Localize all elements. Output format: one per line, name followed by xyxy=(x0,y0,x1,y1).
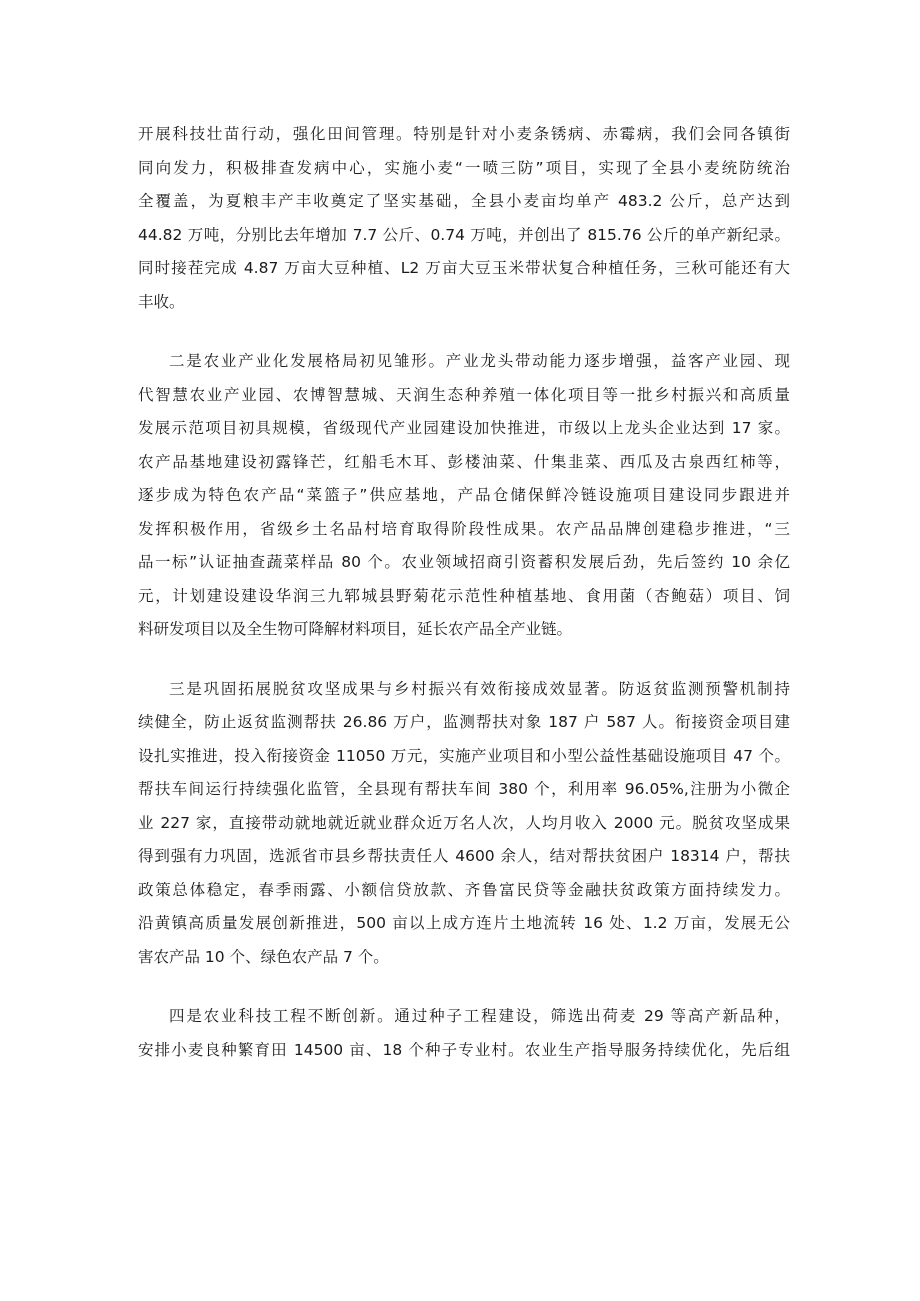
text-line: 设扎实推进，投入衔接资金 11050 万元，实施产业项目和小型公益性基础设施项目 47 个。 xyxy=(138,746,790,765)
text-line: 得到强有力巩固，选派省市县乡帮扶责任人 4600 余人，结对帮扶贫困户 18314 户，帮扶 xyxy=(138,847,790,865)
text-line: 同时接茬完成 4.87 万亩大豆种植、L2 万亩大豆玉米带状复合种植任务，三秋可能还有大 xyxy=(138,259,790,277)
paragraph-agri-technology xyxy=(138,1000,790,1067)
text-line: 全覆盖，为夏粮丰产丰收奠定了坚实基础，全县小麦亩均单产 483.2 公斤，总产达到 xyxy=(138,192,790,210)
text-line: 开展科技壮苗行动，强化田间管理。特别是针对小麦条锈病、赤霉病，我们会同各镇街 xyxy=(138,125,790,143)
text-line: 逐步成为特色农产品“菜篮子”供应基地，产品仓储保鲜冷链设施项目建设同步跟进并 xyxy=(138,486,790,504)
text-line: 四是农业科技工程不断创新。通过种子工程建设，筛选出荷麦 29 等高产新品种， xyxy=(169,1007,790,1025)
text-line: 农产品基地建设初露锋芒，红船毛木耳、彭楼油菜、什集韭菜、西瓜及古泉西红柿等， xyxy=(138,452,790,471)
text-line: 代智慧农业产业园、农博智慧城、天润生态种养殖一体化项目等一批乡村振兴和高质量 xyxy=(138,385,790,404)
text-line: 害农产品 10 个、绿色农产品 7 个。 xyxy=(138,947,389,966)
text-line: 品一标”认证抽查蔬菜样品 80 个。农业领域招商引资蓄积发展后劲，先后签约 10 余亿 xyxy=(138,553,790,571)
text-line: 元，计划建设建设华润三九郓城县野菊花示范性种植基地、食用菌（杏鲍菇）项目、饲 xyxy=(138,586,790,605)
text-line: 二是农业产业化发展格局初见雏形。产业龙头带动能力逐步增强，益客产业园、现 xyxy=(169,352,790,370)
text-line: 政策总体稳定，春季雨露、小额信贷放款、齐鲁富民贷等金融扶贫政策方面持续发力。 xyxy=(138,880,790,899)
text-line: 同向发力，积极排查发病中心，实施小麦“一喷三防”项目，实现了全县小麦统防统治 xyxy=(138,158,790,177)
text-line: 业 227 家，直接带动就地就近就业群众近万名人次，人均月收入 2000 元。脱贫攻坚成果 xyxy=(138,813,790,832)
paragraph-industrialization xyxy=(138,345,790,647)
text-line: 料研发项目以及全生物可降解材料项目，延长农产品全产业链。 xyxy=(138,620,573,638)
text-line: 发展示范项目初具规模，省级现代产业园建设加快推进，市级以上龙头企业达到 17 家。 xyxy=(138,419,790,437)
paragraph-poverty-alleviation xyxy=(138,673,790,975)
text-line: 三是巩固拓展脱贫攻坚成果与乡村振兴有效衔接成效显著。防返贫监测预警机制持 xyxy=(169,679,790,698)
text-line: 帮扶车间运行持续强化监管，全县现有帮扶车间 380 个，利用率 96.05%,注册为小微企 xyxy=(138,780,790,798)
text-line: 安排小麦良种繁育田 14500 亩、18 个种子专业村。农业生产指导服务持续优化，先后组 xyxy=(138,1040,790,1059)
document-body xyxy=(138,118,790,1093)
paragraph-wheat-management xyxy=(138,118,790,319)
text-line: 发挥积极作用，省级乡土名品村培育取得阶段性成果。农产品品牌创建稳步推进，“三 xyxy=(138,519,790,538)
text-line: 续健全，防止返贫监测帮扶 26.86 万户，监测帮扶对象 187 户 587 人。衔接资金项目建 xyxy=(138,713,790,731)
text-line: 44.82 万吨，分别比去年增加 7.7 公斤、0.74 万吨，并创出了 815.76 公斤的单产新纪录。 xyxy=(138,225,790,244)
text-line: 沿黄镇高质量发展创新推进，500 亩以上成方连片土地流转 16 处、1.2 万亩，发展无公 xyxy=(138,914,790,932)
text-line: 丰收。 xyxy=(138,292,185,311)
